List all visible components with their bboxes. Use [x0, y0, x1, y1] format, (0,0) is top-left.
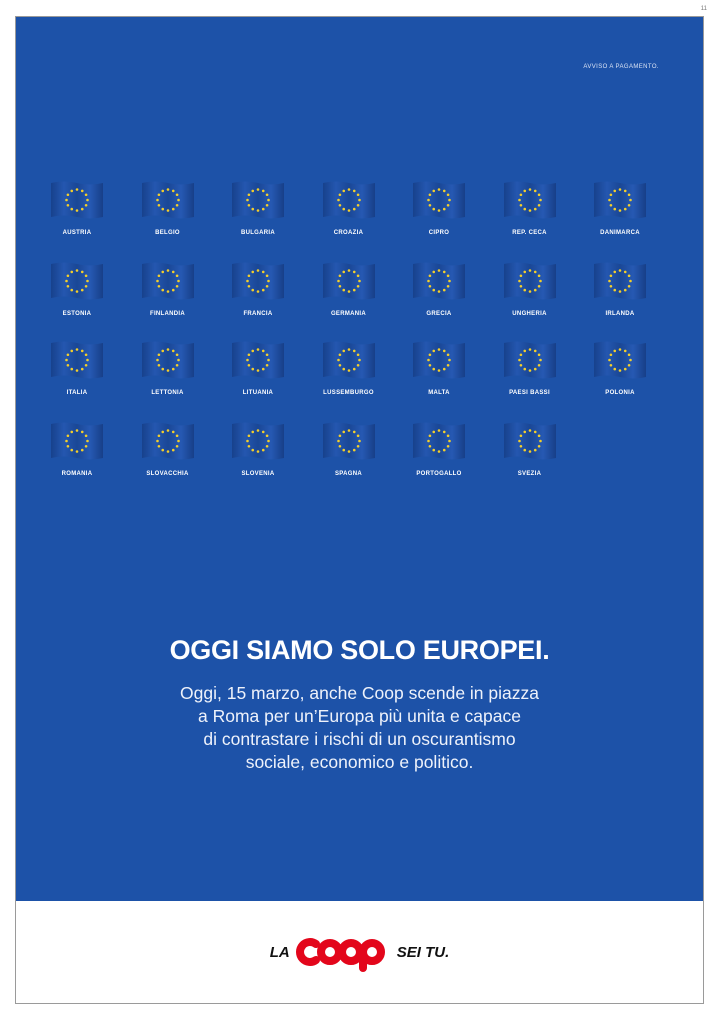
eu-flag-icon [228, 260, 288, 304]
eu-flag-icon [47, 420, 107, 464]
eu-flag-icon [319, 179, 379, 223]
coop-wordmark-icon [294, 932, 392, 972]
country-flag-item [132, 420, 204, 477]
country-name: DANIMARCA [600, 230, 640, 236]
eu-flag-icon [138, 260, 198, 304]
country-flag-item [494, 339, 566, 396]
country-name: IRLANDA [605, 311, 635, 317]
eu-flag-icon [138, 179, 198, 223]
coop-logo [16, 930, 703, 974]
country-name: REP. CECA [512, 230, 547, 236]
country-flag-item [313, 420, 385, 477]
body-line: Oggi, 15 marzo, anche Coop scende in piazza [180, 683, 539, 703]
body-line: sociale, economico e politico. [245, 752, 474, 772]
country-flag-item [494, 420, 566, 477]
logo-suffix: SEI TU. [396, 943, 450, 961]
country-name: MALTA [428, 390, 450, 396]
country-name: SVEZIA [517, 471, 542, 477]
country-flag-item [222, 260, 294, 317]
logo-brand: COOP [293, 932, 297, 933]
eu-flag-icon [138, 420, 198, 464]
country-name: CIPRO [428, 230, 450, 236]
country-flag-item [41, 179, 113, 236]
eu-flag-icon [590, 179, 650, 223]
country-name: FRANCIA [243, 311, 273, 317]
country-name: BULGARIA [240, 230, 276, 236]
country-flag-item [403, 420, 475, 477]
country-flag-item [403, 260, 475, 317]
eu-flag-icon [47, 179, 107, 223]
country-name: SPAGNA [334, 471, 363, 477]
country-flag-item [403, 339, 475, 396]
country-flag-item [132, 179, 204, 236]
country-name: PAESI BASSI [509, 390, 550, 396]
country-flag-item [494, 179, 566, 236]
country-name: LITUANIA [242, 390, 274, 396]
headline: OGGI SIAMO SOLO EUROPEI. [169, 635, 550, 665]
eu-flag-icon [409, 420, 469, 464]
logo-prefix: LA [269, 943, 290, 961]
country-name: LETTONIA [151, 390, 184, 396]
eu-flag-icon [409, 179, 469, 223]
body-text [136, 682, 583, 774]
eu-flag-icon [319, 420, 379, 464]
body-line: a Roma per un’Europa più unita e capace [198, 706, 521, 726]
country-flag-item [313, 339, 385, 396]
paid-notice: AVVISO A PAGAMENTO. [583, 64, 659, 70]
country-flag-item [494, 260, 566, 317]
eu-flag-icon [138, 339, 198, 383]
country-name: ESTONIA [62, 311, 92, 317]
eu-flag-icon [228, 179, 288, 223]
eu-flag-icon [228, 420, 288, 464]
country-name: ITALIA [66, 390, 88, 396]
country-name: POLONIA [605, 390, 635, 396]
blue-panel [16, 17, 703, 901]
country-name: GERMANIA [330, 311, 367, 317]
country-name: FINLANDIA [149, 311, 186, 317]
eu-flag-icon [500, 260, 560, 304]
eu-flag-icon [500, 179, 560, 223]
eu-flag-icon [228, 339, 288, 383]
advertisement-page [15, 16, 704, 1004]
eu-flag-icon [409, 339, 469, 383]
country-flag-item [41, 420, 113, 477]
country-flag-item [41, 339, 113, 396]
eu-flag-icon [319, 339, 379, 383]
country-name: PORTOGALLO [416, 471, 462, 477]
page-number: 11 [700, 6, 707, 12]
country-flag-item [132, 260, 204, 317]
country-flag-item [584, 260, 656, 317]
country-flag-item [584, 179, 656, 236]
eu-flag-icon [590, 339, 650, 383]
body-line: di contrastare i rischi di un oscurantismo [203, 729, 516, 749]
country-flag-item [222, 339, 294, 396]
eu-flag-icon [319, 260, 379, 304]
eu-flag-icon [500, 339, 560, 383]
country-name: GRECIA [426, 311, 452, 317]
country-name: CROAZIA [333, 230, 364, 236]
country-flag-item [403, 179, 475, 236]
country-flag-item [313, 260, 385, 317]
country-flag-item [41, 260, 113, 317]
country-flag-item [584, 339, 656, 396]
country-flag-item [222, 420, 294, 477]
country-flag-item [313, 179, 385, 236]
country-name: AUSTRIA [62, 230, 92, 236]
country-name: SLOVACCHIA [146, 471, 189, 477]
eu-flag-icon [500, 420, 560, 464]
country-name: BELGIO [155, 230, 180, 236]
eu-flag-icon [47, 260, 107, 304]
country-flag-item [222, 179, 294, 236]
country-name: SLOVENIA [241, 471, 275, 477]
eu-flag-icon [409, 260, 469, 304]
country-name: ROMANIA [61, 471, 93, 477]
country-name: LUSSEMBURGO [323, 390, 374, 396]
eu-flag-icon [47, 339, 107, 383]
country-flag-item [132, 339, 204, 396]
country-name: UNGHERIA [512, 311, 547, 317]
eu-flag-icon [590, 260, 650, 304]
